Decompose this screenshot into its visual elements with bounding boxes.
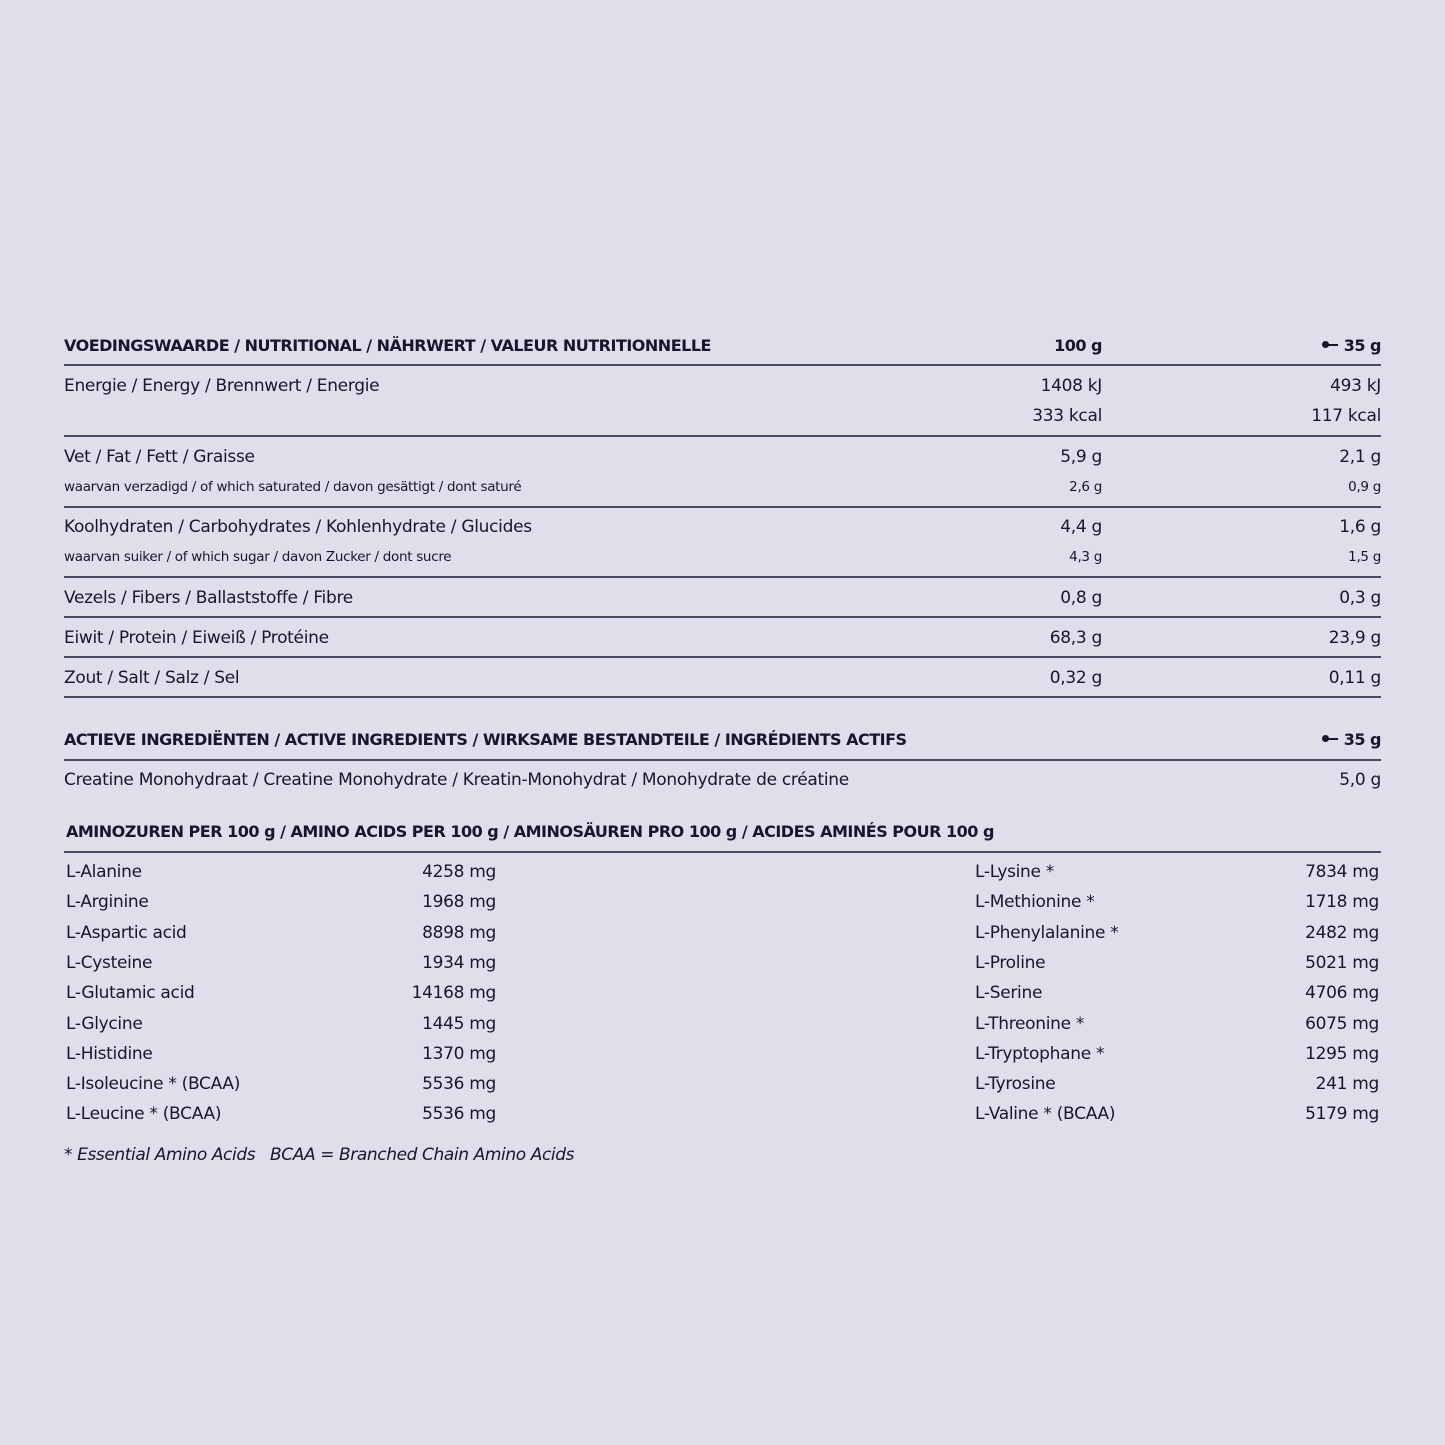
fiber-label: Vezels / Fibers / Ballaststoffe / Fibre	[64, 588, 353, 608]
amino-name: L-Proline	[975, 952, 1046, 973]
amino-name: L-Aspartic acid	[66, 922, 187, 943]
amino-value: 5536 mg	[422, 1104, 496, 1125]
nutrition-header-serving	[1322, 336, 1381, 355]
amino-value: 4258 mg	[422, 862, 496, 882]
carbs-100g: 4,4 g	[1060, 517, 1102, 537]
saturated-serving: 0,9 g	[1348, 479, 1381, 495]
nutrition-header-label: VOEDINGSWAARDE / NUTRITIONAL / NÄHRWERT / VALEUR NUTRITIONNELLE	[64, 336, 711, 355]
divider	[64, 851, 1381, 853]
amino-name: L-Methionine *	[975, 892, 1095, 913]
divider	[64, 364, 1381, 366]
amino-value: 1934 mg	[422, 952, 496, 973]
sugar-serving: 1,5 g	[1348, 549, 1381, 565]
divider	[64, 435, 1381, 437]
energy-kj-serving: 493 kJ	[1330, 376, 1381, 396]
protein-serving: 23,9 g	[1328, 628, 1381, 648]
divider	[64, 696, 1381, 698]
serving-size: 35 g	[1343, 336, 1381, 355]
amino-value: 1445 mg	[422, 1013, 496, 1034]
energy-kcal-serving: 117 kcal	[1311, 406, 1381, 426]
amino-value: 1718 mg	[1305, 892, 1379, 913]
divider	[64, 506, 1381, 508]
energy-kcal-100g: 333 kcal	[1032, 406, 1102, 426]
amino-name: L-Leucine * (BCAA)	[66, 1104, 222, 1125]
amino-value: 2482 mg	[1305, 922, 1379, 943]
active-header-label: ACTIEVE INGREDIËNTEN / ACTIVE INGREDIENTS / WIRKSAME BESTANDTEILE / INGRÉDIENTS ACTIFS	[64, 730, 907, 749]
protein-label: Eiwit / Protein / Eiweiß / Protéine	[64, 628, 329, 648]
amino-name: L-Threonine *	[975, 1013, 1085, 1034]
energy-kj-100g: 1408 kJ	[1040, 376, 1102, 396]
amino-name: L-Arginine	[66, 892, 149, 913]
carbs-label: Koolhydraten / Carbohydrates / Kohlenhydrate / Glucides	[64, 517, 532, 537]
energy-label: Energie / Energy / Brennwert / Energie	[64, 376, 380, 396]
creatine-value: 5,0 g	[1339, 770, 1381, 790]
salt-serving: 0,11 g	[1328, 668, 1381, 688]
amino-name: L-Tryptophane *	[975, 1043, 1105, 1064]
amino-name: L-Valine * (BCAA)	[975, 1104, 1116, 1125]
fat-100g: 5,9 g	[1060, 447, 1102, 467]
divider	[64, 576, 1381, 578]
carbs-serving: 1,6 g	[1339, 517, 1381, 537]
footnote-bcaa: BCAA = Branched Chain Amino Acids	[270, 1145, 575, 1165]
scoop-icon	[1322, 341, 1338, 349]
amino-value: 5536 mg	[422, 1074, 496, 1095]
amino-value: 14168 mg	[411, 983, 496, 1004]
amino-name: L-Glycine	[66, 1013, 143, 1034]
amino-name: L-Glutamic acid	[66, 983, 195, 1004]
divider	[64, 656, 1381, 658]
creatine-label: Creatine Monohydraat / Creatine Monohydrate / Kreatin-Monohydrat / Monohydrate de créatine	[64, 770, 849, 790]
active-header-serving	[1322, 730, 1381, 749]
saturated-label: waarvan verzadigd / of which saturated / davon gesättigt / dont saturé	[64, 479, 522, 495]
amino-header: AMINOZUREN PER 100 g / AMINO ACIDS PER 100 g / AMINOSÄUREN PRO 100 g / ACIDES AMINÉS POUR 100 g	[66, 822, 994, 841]
sugar-100g: 4,3 g	[1069, 549, 1102, 565]
amino-name: L-Histidine	[66, 1043, 153, 1064]
amino-name: L-Alanine	[66, 862, 142, 882]
amino-value: 1968 mg	[422, 892, 496, 913]
salt-label: Zout / Salt / Salz / Sel	[64, 668, 240, 688]
saturated-100g: 2,6 g	[1069, 479, 1102, 495]
fiber-serving: 0,3 g	[1339, 588, 1381, 608]
amino-name: L-Tyrosine	[975, 1074, 1056, 1095]
amino-name: L-Cysteine	[66, 952, 153, 973]
amino-value: 5021 mg	[1305, 952, 1379, 973]
scoop-icon	[1322, 735, 1338, 743]
footnote-essential: * Essential Amino Acids	[64, 1145, 256, 1165]
amino-name: L-Lysine *	[975, 862, 1054, 882]
amino-value: 241 mg	[1315, 1074, 1379, 1095]
amino-name: L-Isoleucine * (BCAA)	[66, 1074, 241, 1095]
amino-value: 5179 mg	[1305, 1104, 1379, 1125]
amino-name: L-Phenylalanine *	[975, 922, 1119, 943]
fat-serving: 2,1 g	[1339, 447, 1381, 467]
amino-value: 8898 mg	[422, 922, 496, 943]
amino-name: L-Serine	[975, 983, 1043, 1004]
serving-size: 35 g	[1343, 730, 1381, 749]
fat-label: Vet / Fat / Fett / Graisse	[64, 447, 255, 467]
amino-value: 6075 mg	[1305, 1013, 1379, 1034]
amino-value: 7834 mg	[1305, 862, 1379, 882]
amino-value: 1295 mg	[1305, 1043, 1379, 1064]
nutrition-header-100g: 100 g	[1054, 336, 1102, 355]
amino-value: 4706 mg	[1305, 983, 1379, 1004]
sugar-label: waarvan suiker / of which sugar / davon Zucker / dont sucre	[64, 549, 452, 565]
amino-value: 1370 mg	[422, 1043, 496, 1064]
divider	[64, 616, 1381, 618]
fiber-100g: 0,8 g	[1060, 588, 1102, 608]
protein-100g: 68,3 g	[1049, 628, 1102, 648]
salt-100g: 0,32 g	[1049, 668, 1102, 688]
divider	[64, 759, 1381, 761]
